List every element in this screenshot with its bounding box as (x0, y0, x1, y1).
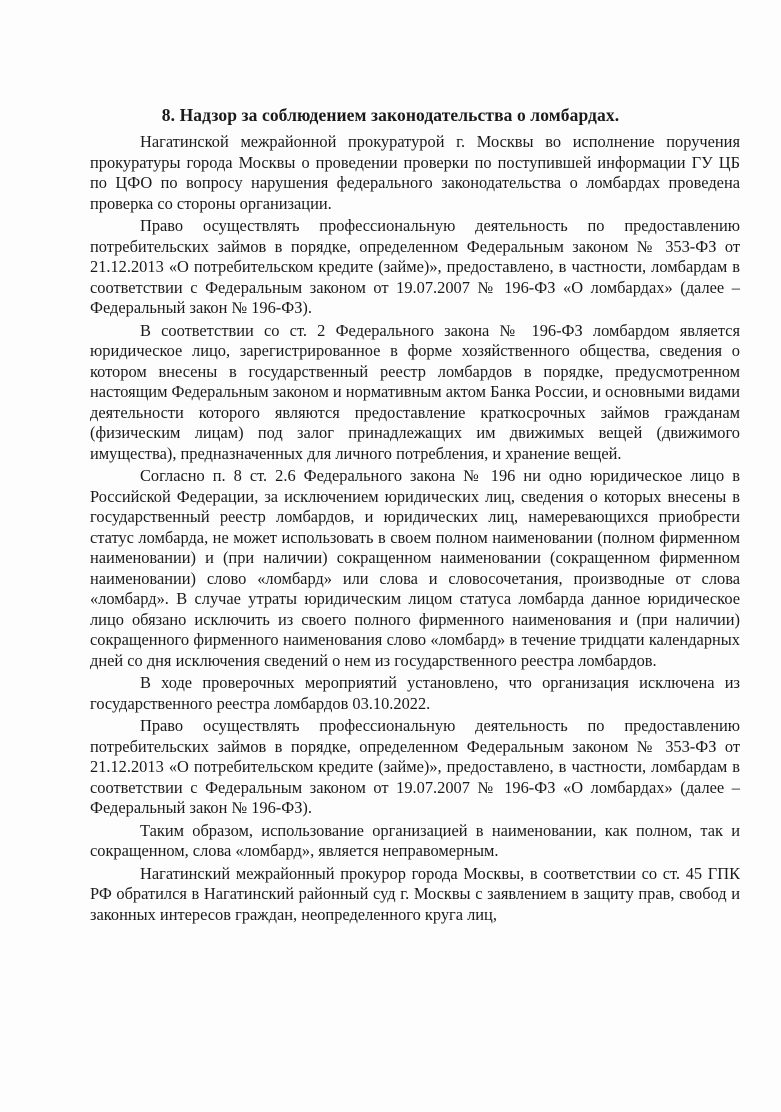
paragraph-3: В соответствии со ст. 2 Федерального закона № 196-ФЗ ломбардом является юридическое лицо, зарегистрированное в форме хозяйственного общества, сведения о котором внесены в государственный реестр ломбардов в порядке, предусмотренном настоящим Федеральным законом и нормативным актом Банка России, и основными видами деятельности которого являются предоставление краткосрочных займов гражданам (физическим лицам) под залог принадлежащих им движимых вещей (движимого имущества), предназначенных для личного потребления, и хранение вещей. (90, 320, 740, 463)
body-text (90, 132, 740, 925)
paragraph-5: В ходе проверочных мероприятий установлено, что организация исключена из государственного реестра ломбардов 03.10.2022. (90, 673, 740, 713)
paragraph-2: Право осуществлять профессиональную деятельность по предоставлению потребительских займов в порядке, определенном Федеральным законом № 353-ФЗ от 21.12.2013 «О потребительском кредите (займе)», предоставлено, в частности, ломбардам в соответствии с Федеральным законом от 19.07.2007 № 196-ФЗ «О ломбардах» (далее – Федеральный закон № 196-ФЗ). (90, 216, 740, 317)
paragraph-7: Таким образом, использование организацией в наименовании, как полном, так и сокращенном, слова «ломбард», является неправомерным. (90, 820, 740, 860)
paragraph-6: Право осуществлять профессиональную деятельность по предоставлению потребительских займов в порядке, определенном Федеральным законом № 353-ФЗ от 21.12.2013 «О потребительском кредите (займе)», предоставлено, в частности, ломбардам в соответствии с Федеральным законом от 19.07.2007 № 196-ФЗ «О ломбардах» (далее – Федеральный закон № 196-ФЗ). (90, 716, 740, 817)
paragraph-4: Согласно п. 8 ст. 2.6 Федерального закона № 196 ни одно юридическое лицо в Российской Федерации, за исключением юридических лиц, сведения о которых внесены в государственный реестр ломбардов, и юридических лиц, намеревающихся приобрести статус ломбарда, не может использовать в своем полном наименовании (полном фирменном наименовании) и (при наличии) сокращенном наименовании (сокращенном фирменном наименовании) слово «ломбард» или слова и словосочетания, производные от слова «ломбард». В случае утраты юридическим лицом статуса ломбарда данное юридическое лицо обязано исключить из своего полного фирменного наименования и (при наличии) сокращенного фирменного наименования слово «ломбард» в течение тридцати календарных дней со дня исключения сведений о нем из государственного реестра ломбардов. (90, 466, 740, 670)
paragraph-1: Нагатинской межрайонной прокуратурой г. Москвы во исполнение поручения прокуратуры города Москвы о проведении проверки по поступившей информации ГУ ЦБ по ЦФО по вопросу нарушения федерального законодательства о ломбардах проведена проверка со стороны организации. (90, 132, 740, 213)
section-heading: 8. Надзор за соблюдением законодательства о ломбардах. (161, 104, 620, 125)
paragraph-8: Нагатинский межрайонный прокурор города Москвы, в соответствии со ст. 45 ГПК РФ обратился в Нагатинский районный суд г. Москвы с заявлением в защиту прав, свобод и законных интересов граждан, неопределенного круга лиц, (90, 863, 740, 924)
